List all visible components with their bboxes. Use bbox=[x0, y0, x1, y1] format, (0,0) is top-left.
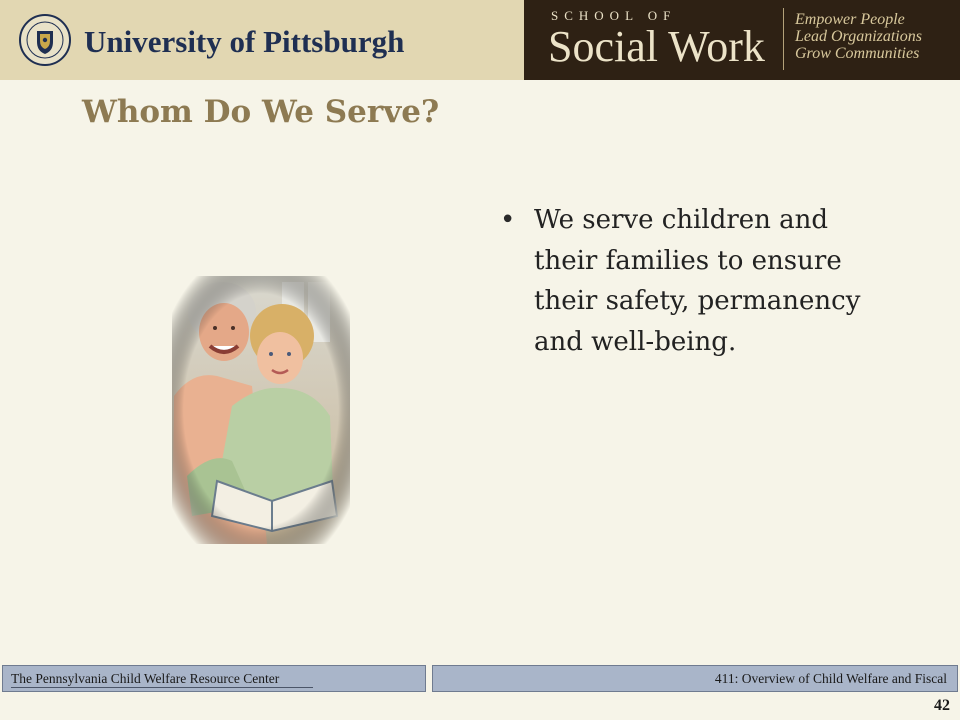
university-seal-icon bbox=[19, 14, 71, 66]
course-title: 411: Overview of Child Welfare and Fiscal bbox=[714, 671, 947, 686]
university-name: University of Pittsburgh bbox=[84, 24, 405, 59]
university-header-band bbox=[0, 0, 524, 80]
tagline-line: Empower People bbox=[795, 11, 905, 28]
school-tagline bbox=[795, 11, 922, 62]
page-number: 42 bbox=[934, 697, 950, 714]
footer-right-box bbox=[432, 665, 958, 692]
header-divider bbox=[783, 8, 784, 70]
grandmother-child-photo bbox=[172, 276, 350, 544]
footer-left-box bbox=[2, 665, 426, 692]
bullet-item: We serve children and their families to ensure their safety, permanency and well-being. bbox=[534, 205, 861, 357]
tagline-line: Lead Organizations bbox=[795, 28, 922, 45]
slide-title: Whom Do We Serve? bbox=[82, 94, 440, 130]
tagline-line: Grow Communities bbox=[795, 45, 920, 62]
resource-center-link[interactable]: The Pennsylvania Child Welfare Resource Center bbox=[11, 671, 280, 686]
school-name: Social Work bbox=[548, 22, 765, 71]
link-underline bbox=[11, 687, 313, 688]
bullet-list bbox=[500, 200, 900, 362]
school-of-label: SCHOOL OF bbox=[551, 8, 677, 23]
bullet-marker: • bbox=[500, 205, 516, 235]
